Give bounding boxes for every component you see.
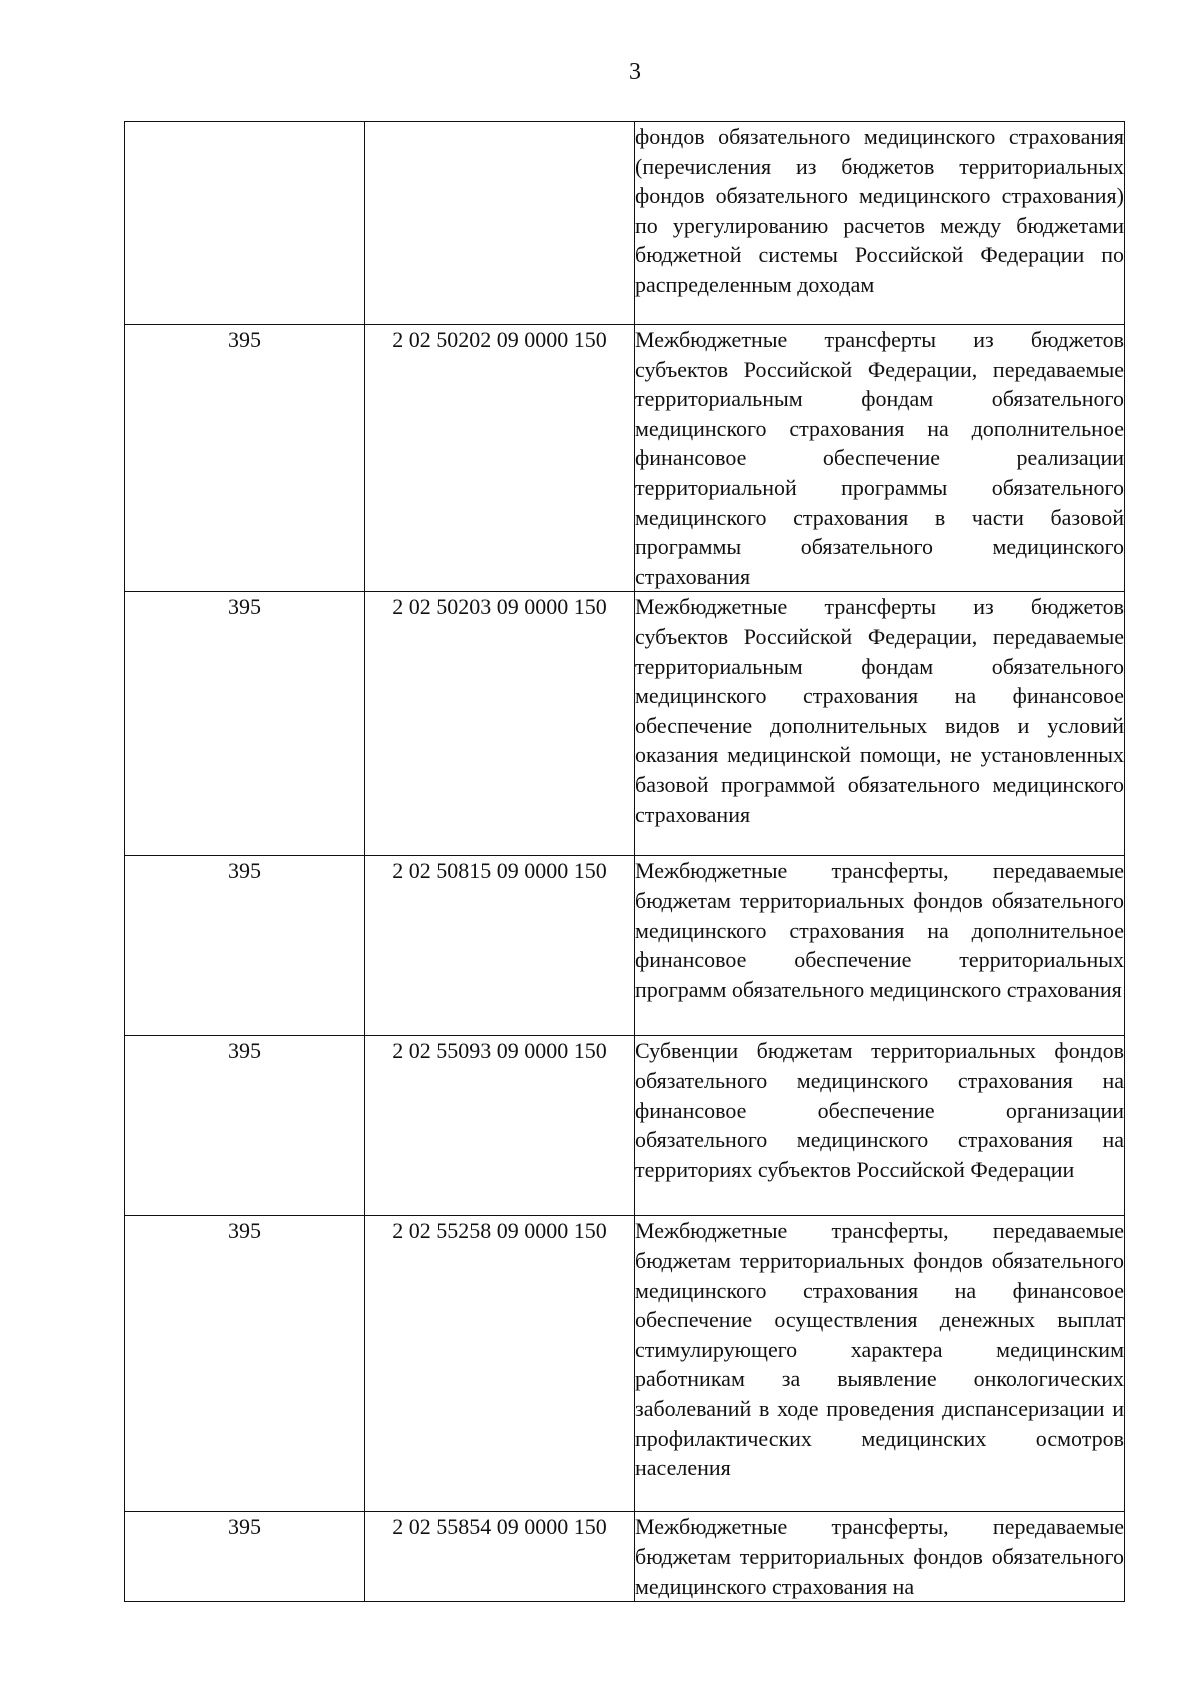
table-row — [125, 122, 1125, 325]
description-cell: фондов обязательного медицинского страхования (перечисления из бюджетов территориальных фондов обязательного медицинского страхования) по урегулированию расчетов между бюджетами бюджетной системы Российской Федерации по распределенным доходам — [635, 122, 1125, 325]
admin-code-cell: 395 — [125, 325, 365, 592]
page-number: 3 — [629, 59, 641, 85]
admin-code-cell — [125, 122, 365, 325]
kbk-code-cell: 2 02 50203 09 0000 150 — [365, 592, 635, 856]
admin-code-cell: 395 — [125, 592, 365, 856]
description-cell: Межбюджетные трансферты из бюджетов субъектов Российской Федерации, передаваемые территориальным фондам обязательного медицинского страхования на дополнительное финансовое обеспечение реализации территориальной программы обязательного медицинского страхования в части базовой программы обязательного медицинского страхования — [635, 325, 1125, 592]
description-cell: Межбюджетные трансферты, передаваемые бюджетам территориальных фондов обязательного медицинского страхования на дополнительное финансовое обеспечение территориальных программ обязательного медицинского страхования — [635, 856, 1125, 1036]
admin-code-cell: 395 — [125, 1216, 365, 1512]
description-cell: Субвенции бюджетам территориальных фондов обязательного медицинского страхования на финансовое обеспечение организации обязательного медицинского страхования на территориях субъектов Российской Федерации — [635, 1036, 1125, 1216]
kbk-code-cell: 2 02 55093 09 0000 150 — [365, 1036, 635, 1216]
table-row — [125, 1036, 1125, 1216]
kbk-code-cell: 2 02 50815 09 0000 150 — [365, 856, 635, 1036]
table-row — [125, 1512, 1125, 1602]
table-row — [125, 1216, 1125, 1512]
description-cell: Межбюджетные трансферты, передаваемые бюджетам территориальных фондов обязательного медицинского страхования на — [635, 1512, 1125, 1602]
description-cell: Межбюджетные трансферты из бюджетов субъектов Российской Федерации, передаваемые территориальным фондам обязательного медицинского страхования на финансовое обеспечение дополнительных видов и условий оказания медицинской помощи, не установленных базовой программой обязательного медицинского страхования — [635, 592, 1125, 856]
admin-code-cell: 395 — [125, 856, 365, 1036]
admin-code-cell: 395 — [125, 1036, 365, 1216]
table-row — [125, 856, 1125, 1036]
kbk-code-cell: 2 02 50202 09 0000 150 — [365, 325, 635, 592]
admin-code-cell: 395 — [125, 1512, 365, 1602]
table-row — [125, 592, 1125, 856]
budget-codes-table — [124, 121, 1125, 1602]
kbk-code-cell: 2 02 55854 09 0000 150 — [365, 1512, 635, 1602]
table-row — [125, 325, 1125, 592]
kbk-code-cell — [365, 122, 635, 325]
kbk-code-cell: 2 02 55258 09 0000 150 — [365, 1216, 635, 1512]
description-cell: Межбюджетные трансферты, передаваемые бюджетам территориальных фондов обязательного медицинского страхования на финансовое обеспечение осуществления денежных выплат стимулирующего характера медицинским работникам за выявление онкологических заболеваний в ходе проведения диспансеризации и профилактических медицинских осмотров населения — [635, 1216, 1125, 1512]
table-body — [125, 122, 1125, 1602]
